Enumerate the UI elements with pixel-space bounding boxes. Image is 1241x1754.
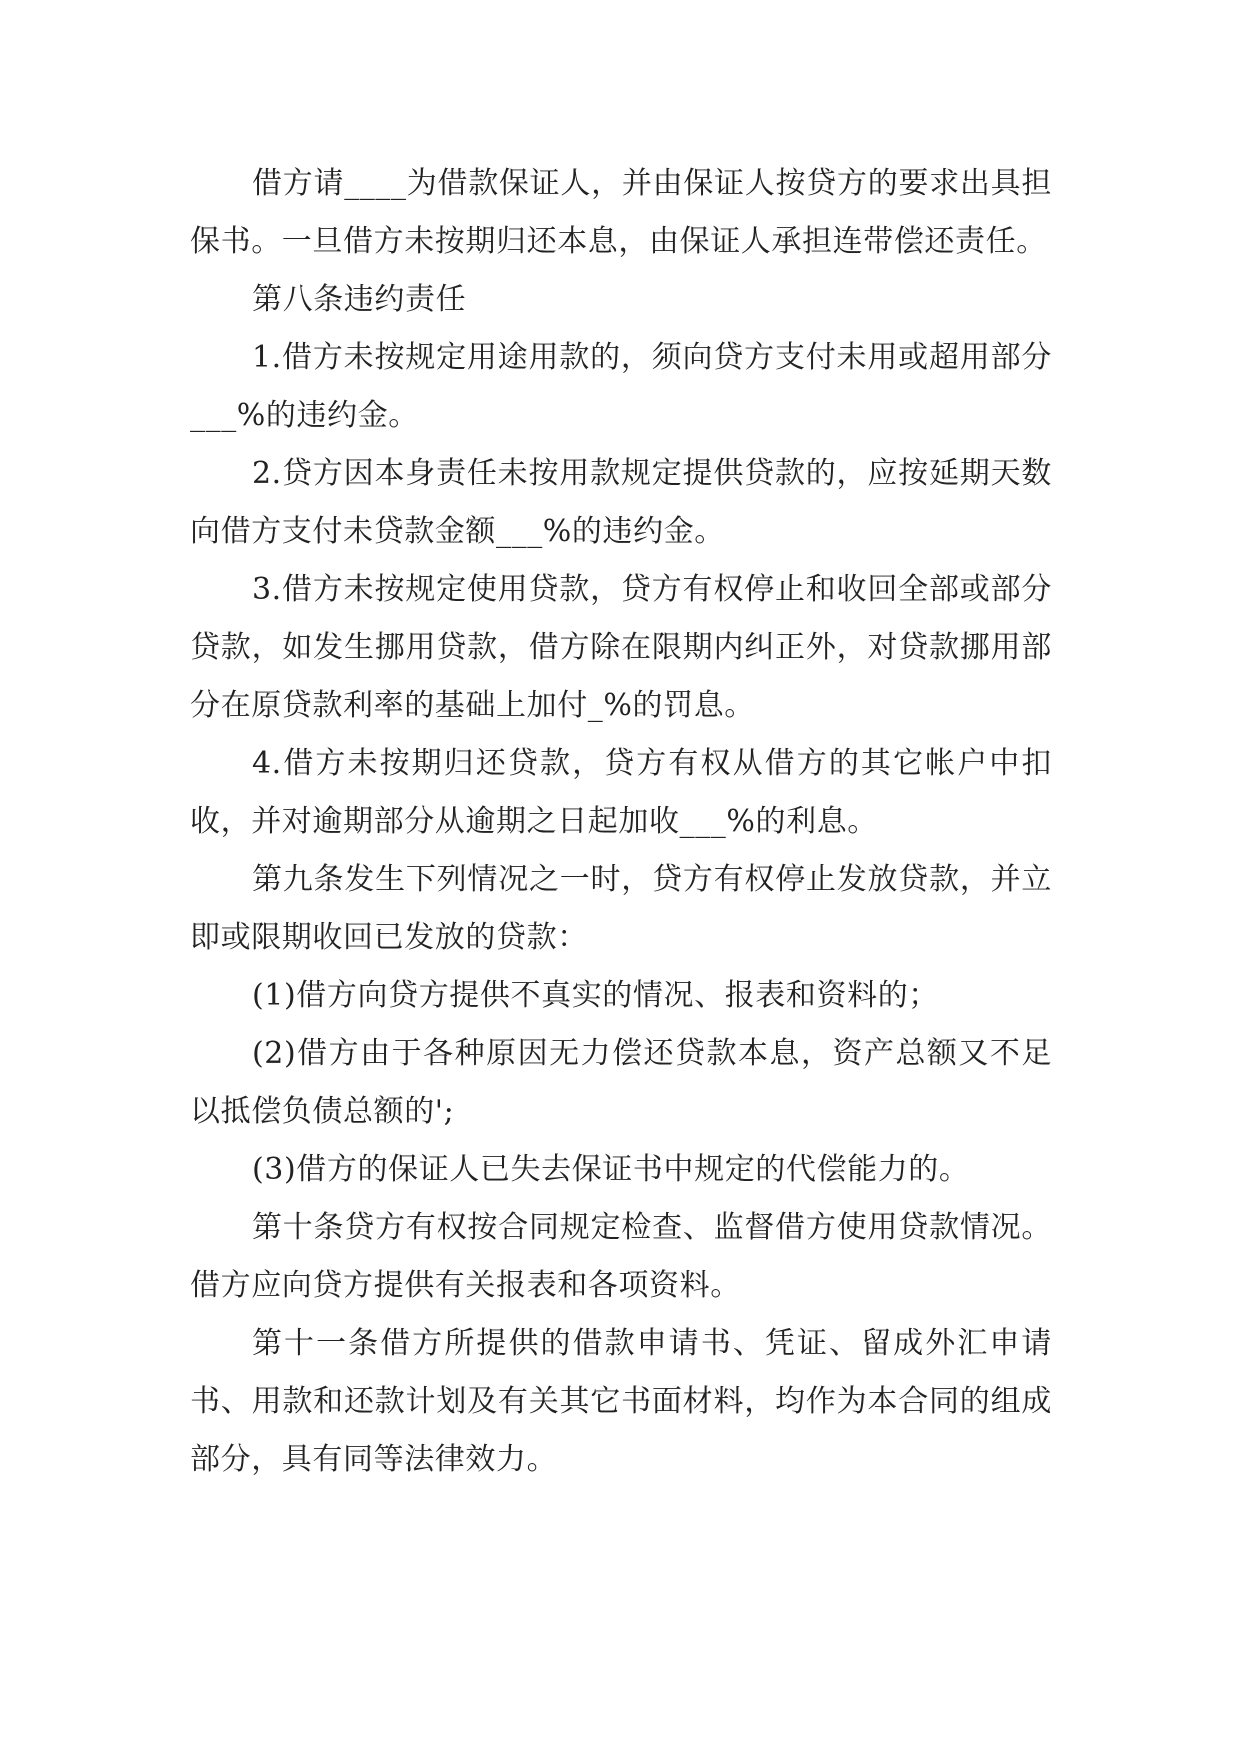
article-11-paragraph: 第十一条借方所提供的借款申请书、凭证、留成外汇申请书、用款和还款计划及有关其它书面材料，均作为本合同的组成部分，具有同等法律效力。 [190,1326,1052,1477]
article-8-heading: 第八条违约责任 [252,282,467,317]
article-9-item-2: (2)借方由于各种原因无力偿还贷款本息，资产总额又不足以抵偿负债总额的'; [190,1036,1052,1129]
article-9-item-1: (1)借方向贷方提供不真实的情况、报表和资料的； [252,978,939,1013]
document-page [190,155,1052,1489]
article-9-item-3: (3)借方的保证人已失去保证书中规定的代偿能力的。 [252,1152,970,1187]
article-8-clause-2: 2.贷方因本身责任未按用款规定提供贷款的，应按延期天数向借方支付未贷款金额___%的违约金。 [190,456,1052,549]
article-9-paragraph: 第九条发生下列情况之一时，贷方有权停止发放贷款，并立即或限期收回已发放的贷款： [190,862,1052,955]
article-8-clause-4: 4.借方未按期归还贷款，贷方有权从借方的其它帐户中扣收，并对逾期部分从逾期之日起加收___%的利息。 [190,746,1052,839]
article-8-clause-3: 3.借方未按规定使用贷款，贷方有权停止和收回全部或部分贷款，如发生挪用贷款，借方除在限期内纠正外，对贷款挪用部分在原贷款利率的基础上加付_%的罚息。 [190,572,1052,723]
guarantor-paragraph: 借方请____为借款保证人，并由保证人按贷方的要求出具担保书。一旦借方未按期归还本息，由保证人承担连带偿还责任。 [190,166,1052,259]
article-8-clause-1: 1.借方未按规定用途用款的，须向贷方支付未用或超用部分___%的违约金。 [190,340,1052,433]
article-10-paragraph: 第十条贷方有权按合同规定检查、监督借方使用贷款情况。借方应向贷方提供有关报表和各项资料。 [190,1210,1052,1303]
